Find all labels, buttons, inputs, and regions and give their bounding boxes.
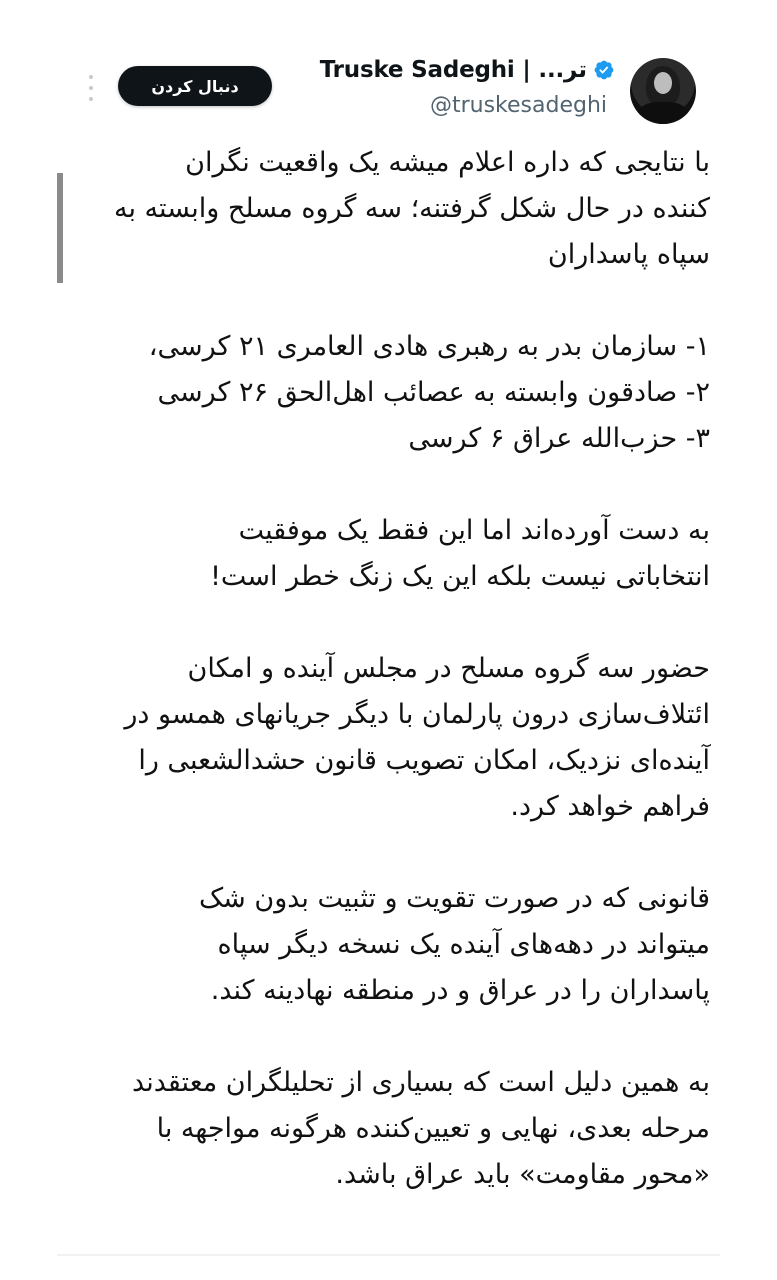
author-name-row[interactable] [320, 57, 615, 83]
tweet-text [70, 140, 710, 1198]
tweet-paragraph [70, 140, 710, 278]
author-handle[interactable]: @truskesadeghi [429, 93, 607, 118]
follow-button[interactable]: دنبال کردن [118, 66, 272, 106]
tweet-paragraph [70, 1060, 710, 1198]
author-avatar[interactable] [630, 58, 696, 124]
text-line: پاسداران را در عراق و در منطقه نهادینه کند. [210, 975, 710, 1006]
text-line: حضور سه گروه مسلح در مجلس آینده و امکان [187, 653, 710, 684]
text-line: به دست آورده‌اند اما این فقط یک موفقیت [238, 515, 710, 546]
tweet-divider [57, 1254, 720, 1256]
text-line: میتواند در دهه‌های آینده یک نسخه دیگر سپاه [217, 929, 710, 960]
list-item: ۳- حزب‌الله عراق ۶ کرسی [408, 423, 710, 454]
verified-badge-icon [593, 59, 615, 81]
tweet-paragraph [70, 876, 710, 1014]
avatar-body [638, 102, 688, 124]
text-line: با نتایجی که داره اعلام میشه یک واقعیت نگران [185, 147, 710, 178]
tweet-paragraph [70, 508, 710, 600]
text-line: مرحله بعدی، نهایی و تعیین‌کننده هرگونه مواجهه با [156, 1113, 710, 1144]
text-line: به همین دلیل است که بسیاری از تحلیلگران معتقدند [132, 1067, 710, 1098]
list-item: ۱- سازمان بدر به رهبری هادی العامری ۲۱ کرسی، [148, 331, 710, 362]
text-line: آینده‌ای نزدیک، امکان تصویب قانون حشدالشعبی را [138, 745, 710, 776]
dot-icon [89, 75, 93, 79]
tweet-paragraph [70, 646, 710, 830]
text-line: «محور مقاومت» باید عراق باشد. [335, 1159, 710, 1190]
text-line: سپاه پاسداران [547, 239, 710, 270]
tweet-paragraph-list [70, 324, 710, 462]
text-line: کننده در حال شکل گرفتنه؛ سه گروه مسلح وابسته به [113, 193, 710, 224]
avatar-face [654, 72, 672, 94]
text-line: فراهم خواهد کرد. [510, 791, 710, 822]
scrollbar[interactable] [57, 173, 63, 283]
author-display-name[interactable]: Truske Sadeghi | ...تر [319, 57, 587, 83]
dot-icon [89, 97, 93, 101]
list-item: ۲- صادقون وابسته به عصائب اهل‌الحق ۲۶ کرسی [157, 377, 710, 408]
text-line: قانونی که در صورت تقویت و تثبیت بدون شک [199, 883, 710, 914]
dot-icon [89, 86, 93, 90]
tweet-header [60, 55, 710, 130]
text-line: انتخاباتی نیست بلکه این یک زنگ خطر است! [210, 561, 710, 592]
text-line: ائتلاف‌سازی درون پارلمان با دیگر جریانهای همسو در [124, 699, 710, 730]
more-options-button[interactable] [86, 75, 96, 101]
